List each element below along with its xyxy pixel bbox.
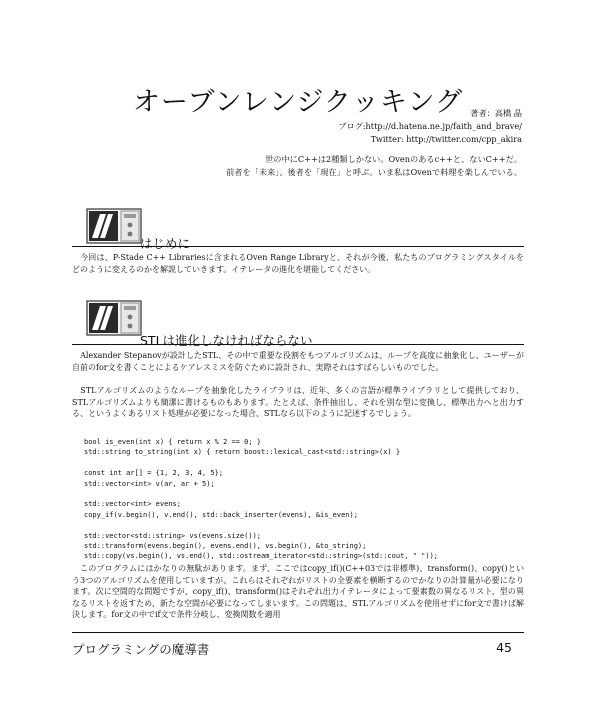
section-rule — [72, 246, 524, 247]
section-rule — [72, 344, 524, 345]
page-title: オーブンレンジクッキング — [132, 87, 464, 119]
body-paragraph: STLアルゴリズムのようなループを抽象化したライブラリは、近年、多くの言語が標準ライブラリとして提供しており、STLアルゴリズムよりも簡潔に書けるものもあります。たとえば、条件抽出し、それを別な型に変換し、標準出力へと出力する、というよくあるリスト処理が必要になった場合、STLなら以下のように記述するでしょう。 — [72, 386, 524, 419]
code-listing: bool is_even(int x) { return x % 2 == 0; } std::string to_string(int x) { return boost::lexical_cast<std::string>(x) } const int ar[] = {1, 2, 3, 4, 5}; std::vector<int> v(ar, ar + 5); std::vector<int> evens; copy_if(v.begin(), v.end(), std::back_inserter(evens), &is_even); std::vector<std::string> vs(evens.size()); std::transform(evens.begin(), evens.end(), vs.begin(), &to_string); std::copy(vs.begin(), vs.end(), std::ostream_iterator<std::string>(std::cout, " ")); — [84, 438, 439, 561]
twitter-url: Twitter: http://twitter.com/cpp_akira — [370, 134, 522, 144]
section-heading: はじめに — [140, 236, 191, 251]
section-stl-evolution — [72, 300, 524, 346]
author-line: 著者：高橋 晶 — [470, 108, 522, 118]
footer-rule — [72, 632, 524, 633]
oven-icon — [86, 208, 142, 244]
body-paragraph: このプログラムにはかなりの無駄があります。まず、ここではcopy_if()(C++03では非標準)、transform()、copy()という3つのアルゴリズムを使用していますが、これらはそれぞれがリストの全要素を横断するのでかなりの計算量が必要になります。次に空間的な問題ですが、copy_if()、transform()はそれぞれ出力イテレータによって要素数の異なるリスト、型の異なるリストを返すため、新たな空間が必要になってしまいます。この問題は、STLアルゴリズムを使用せずにfor文で書けば解決します。for文の中でif文で条件分岐し、変換関数を適用 — [72, 564, 524, 620]
body-paragraph: Alexander Stepanovが設計したSTL、その中で重要な役割をもつアルゴリズムは、ループを高度に抽象化し、ユーザーが自前のfor文を書くことによるケアレスミスを防ぐために設計され、実際それはすばらしいものでした。 — [72, 351, 524, 372]
oven-icon — [86, 300, 142, 336]
page-number: 45 — [496, 640, 512, 655]
blog-url: ブログ:http://d.hatena.ne.jp/faith_and_brave/ — [338, 121, 522, 131]
epigraph-line-2: 前者を「未来」、後者を「現在」と呼ぶ。いま私はOvenで料理を楽しんでいる。 — [226, 167, 522, 177]
intro-paragraph: 今回は、P-Stade C++ Librariesに含まれるOven Range Libraryと、それが今後、私たちのプログラミングスタイルをどのように変えるのかを解説していきます。イテレータの進化を堪能してください。 — [72, 253, 524, 274]
section-heading: STLは進化しなければならない — [140, 333, 313, 348]
epigraph-line-1: 世の中にC++は2種類しかない。Ovenのあるc++と、ないC++だ。 — [265, 154, 522, 164]
footer-book-title: プログラミングの魔導書 — [72, 642, 210, 657]
section-introduction — [72, 208, 524, 251]
